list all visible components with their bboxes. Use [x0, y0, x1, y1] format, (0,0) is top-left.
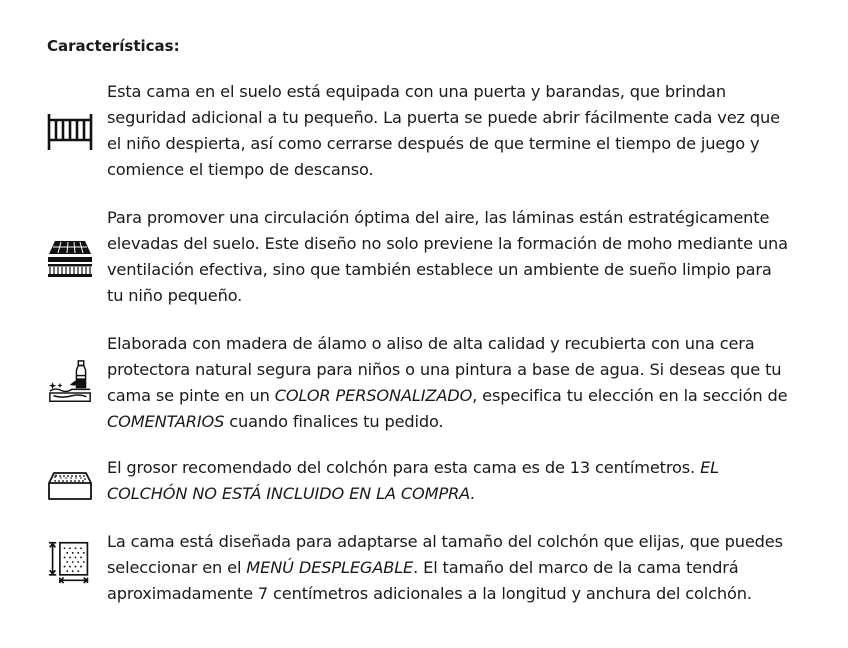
text-line: seguridad adicional a tu pequeño. La puerta se puede abrir fácilmente cada vez que [107, 108, 780, 127]
text-segment: , especifica tu elección en la sección de [472, 386, 788, 405]
features-heading: Características: [47, 37, 180, 55]
feature-description [107, 79, 807, 183]
feature-description [107, 455, 807, 507]
crib-icon [46, 112, 94, 156]
text-line: protectora natural segura para niños o una pintura a base de agua. Si deseas que tu [107, 360, 782, 379]
text-line [107, 409, 807, 435]
text-segment: cuando finalices tu pedido. [224, 412, 444, 431]
text-line [107, 555, 807, 581]
not-included-emphasis: EL [700, 458, 720, 477]
feature-description [107, 205, 807, 309]
text-segment: seleccionar en el [107, 558, 247, 577]
text-line: Esta cama en el suelo está equipada con una puerta y barandas, que brindan [107, 82, 726, 101]
text-line: ventilación efectiva, sino que también establece un ambiente de sueño limpio para [107, 260, 772, 279]
text-line: La cama está diseñada para adaptarse al tamaño del colchón que elijas, que puedes [107, 532, 783, 551]
slatted-base-icon [46, 239, 94, 283]
paint-wood-icon [46, 360, 94, 404]
dropdown-menu-emphasis: MENÚ DESPLEGABLE [246, 558, 414, 577]
feature-description [107, 529, 807, 607]
text-segment: El grosor recomendado del colchón para esta cama es de 13 centímetros. [107, 458, 701, 477]
text-line [107, 383, 807, 409]
text-line [107, 481, 807, 507]
text-line: tu niño pequeño. [107, 286, 243, 305]
text-line: aproximadamente 7 centímetros adicionales a la longitud y anchura del colchón. [107, 584, 752, 603]
comments-emphasis: COMENTARIOS [107, 412, 225, 431]
text-line: Para promover una circulación óptima del aire, las láminas están estratégicamente [107, 208, 770, 227]
text-segment: . El tamaño del marco de la cama tendrá [413, 558, 739, 577]
not-included-emphasis: COLCHÓN NO ESTÁ INCLUIDO EN LA COMPRA. [107, 484, 476, 503]
custom-color-emphasis: COLOR PERSONALIZADO [274, 386, 473, 405]
feature-description [107, 331, 807, 435]
text-line: elevadas del suelo. Este diseño no solo previene la formación de moho mediante una [107, 234, 788, 253]
dimensions-icon [46, 540, 94, 584]
text-line: comience el tiempo de descanso. [107, 160, 374, 179]
text-line [107, 455, 807, 481]
text-line: el niño despierta, así como cerrarse después de que termine el tiempo de juego y [107, 134, 760, 153]
text-segment: cama se pinte en un [107, 386, 275, 405]
mattress-icon [46, 469, 94, 513]
text-line: Elaborada con madera de álamo o aliso de alta calidad y recubierta con una cera [107, 334, 755, 353]
